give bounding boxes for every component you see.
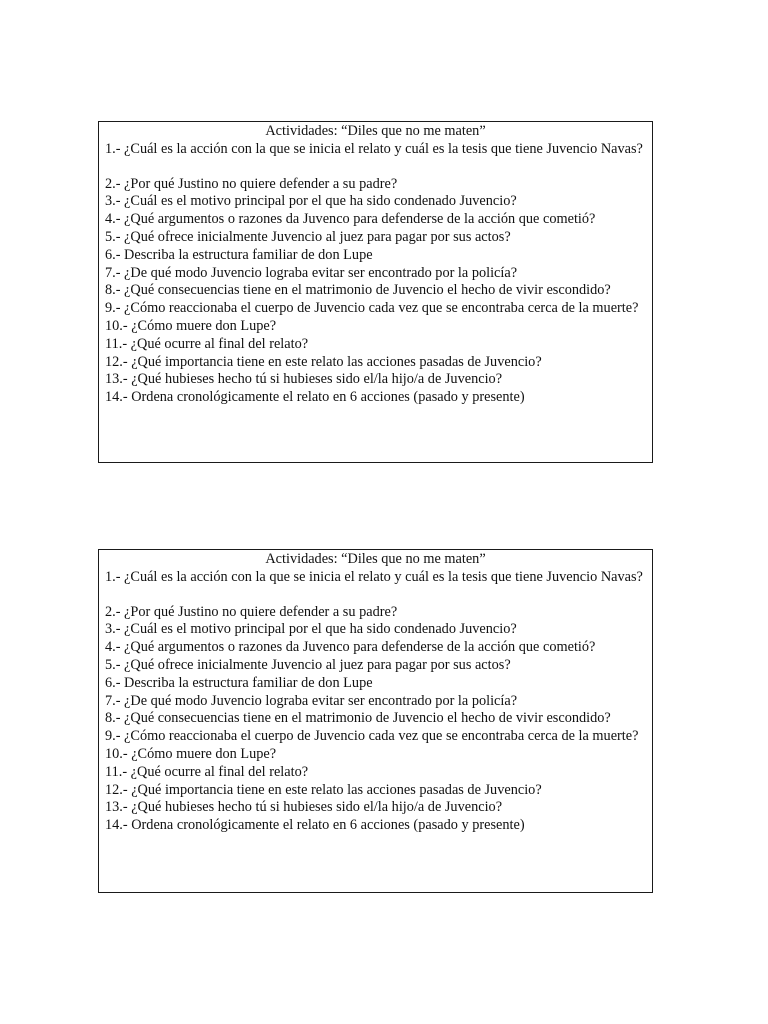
question-14: 14.- Ordena cronológicamente el relato en 6 acciones (pasado y presente) bbox=[105, 389, 525, 406]
question-10: 10.- ¿Cómo muere don Lupe? bbox=[105, 317, 277, 334]
worksheet-box bbox=[98, 121, 653, 463]
question-list bbox=[105, 176, 646, 407]
worksheet-title: Actividades: “Diles que no me maten” bbox=[265, 123, 486, 139]
worksheet-box bbox=[98, 549, 653, 893]
question-3: 3.- ¿Cuál es el motivo principal por el que ha sido condenado Juvencio? bbox=[105, 621, 517, 638]
question-6: 6.- Describa la estructura familiar de don Lupe bbox=[105, 674, 373, 691]
question-8: 8.- ¿Qué consecuencias tiene en el matrimonio de Juvencio el hecho de vivir escondido? bbox=[105, 710, 611, 727]
question-8: 8.- ¿Qué consecuencias tiene en el matrimonio de Juvencio el hecho de vivir escondido? bbox=[105, 282, 611, 299]
question-13: 13.- ¿Qué hubieses hecho tú si hubieses sido el/la hijo/a de Juvencio? bbox=[105, 799, 503, 816]
question-10: 10.- ¿Cómo muere don Lupe? bbox=[105, 745, 277, 762]
question-list bbox=[105, 604, 646, 835]
question-4: 4.- ¿Qué argumentos o razones da Juvenco para defenderse de la acción que cometió? bbox=[105, 639, 596, 656]
question-2: 2.- ¿Por qué Justino no quiere defender a su padre? bbox=[105, 603, 398, 620]
question-12: 12.- ¿Qué importancia tiene en este relato las acciones pasadas de Juvencio? bbox=[105, 781, 542, 798]
question-2: 2.- ¿Por qué Justino no quiere defender a su padre? bbox=[105, 175, 398, 192]
question-9: 9.- ¿Cómo reaccionaba el cuerpo de Juvencio cada vez que se encontraba cerca de la muerte? bbox=[105, 728, 639, 745]
question-9: 9.- ¿Cómo reaccionaba el cuerpo de Juvencio cada vez que se encontraba cerca de la muerte? bbox=[105, 300, 639, 317]
question-11: 11.- ¿Qué ocurre al final del relato? bbox=[105, 335, 309, 352]
question-5: 5.- ¿Qué ofrece inicialmente Juvencio al juez para pagar por sus actos? bbox=[105, 228, 511, 245]
question-13: 13.- ¿Qué hubieses hecho tú si hubieses sido el/la hijo/a de Juvencio? bbox=[105, 371, 503, 388]
worksheet-title: Actividades: “Diles que no me maten” bbox=[265, 551, 486, 567]
question-11: 11.- ¿Qué ocurre al final del relato? bbox=[105, 763, 309, 780]
question-1: 1.- ¿Cuál es la acción con la que se inicia el relato y cuál es la tesis que tiene Juvencio Navas? bbox=[105, 140, 643, 157]
question-1: 1.- ¿Cuál es la acción con la que se inicia el relato y cuál es la tesis que tiene Juvencio Navas? bbox=[105, 568, 643, 585]
question-3: 3.- ¿Cuál es el motivo principal por el que ha sido condenado Juvencio? bbox=[105, 193, 517, 210]
question-7: 7.- ¿De qué modo Juvencio lograba evitar ser encontrado por la policía? bbox=[105, 264, 518, 281]
question-4: 4.- ¿Qué argumentos o razones da Juvenco para defenderse de la acción que cometió? bbox=[105, 211, 596, 228]
question-6: 6.- Describa la estructura familiar de don Lupe bbox=[105, 246, 373, 263]
question-14: 14.- Ordena cronológicamente el relato en 6 acciones (pasado y presente) bbox=[105, 817, 525, 834]
question-7: 7.- ¿De qué modo Juvencio lograba evitar ser encontrado por la policía? bbox=[105, 692, 518, 709]
question-5: 5.- ¿Qué ofrece inicialmente Juvencio al juez para pagar por sus actos? bbox=[105, 656, 511, 673]
question-12: 12.- ¿Qué importancia tiene en este relato las acciones pasadas de Juvencio? bbox=[105, 353, 542, 370]
